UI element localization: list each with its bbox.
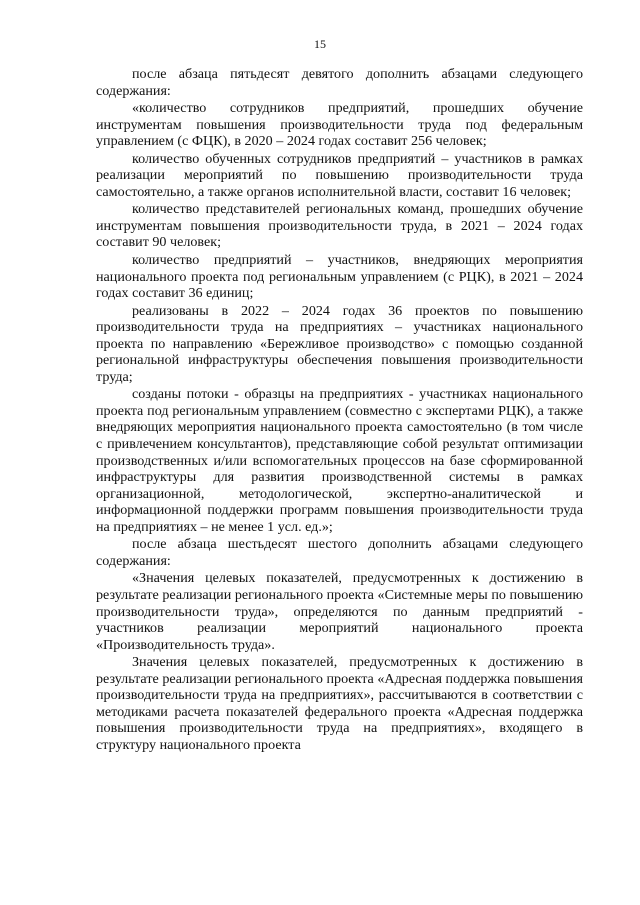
paragraph: «количество сотрудников предприятий, прошедших обучение инструментам повышения производительности труда под федеральным управлением (с ФЦК), в 2020 – 2024 годах составит 256 человек; <box>96 100 583 150</box>
paragraph: после абзаца пятьдесят девятого дополнить абзацами следующего содержания: <box>96 66 583 99</box>
page-number: 15 <box>314 37 326 51</box>
paragraph: «Значения целевых показателей, предусмотренных к достижению в результате реализации регионального проекта «Системные меры по повышению производительности труда», определяются по данным предприятий - участников реализации мероприятий национального проекта «Производительность труда». <box>96 570 583 653</box>
paragraph: количество предприятий – участников, внедряющих мероприятия национального проекта под региональным управлением (с РЦК), в 2021 – 2024 годах составит 36 единиц; <box>96 252 583 302</box>
paragraph: количество представителей региональных команд, прошедших обучение инструментам повышения производительности труда, в 2021 – 2024 годах составит 90 человек; <box>96 201 583 251</box>
document-body <box>96 66 583 754</box>
paragraph: после абзаца шестьдесят шестого дополнить абзацами следующего содержания: <box>96 536 583 569</box>
paragraph: количество обученных сотрудников предприятий – участников в рамках реализации мероприятий по повышению производительности труда самостоятельно, а также органов исполнительной власти, составит 16 человек; <box>96 150 583 200</box>
paragraph: созданы потоки - образцы на предприятиях - участниках национального проекта под региональным управлением (совместно с экспертами РЦК), а также внедряющих мероприятия национального проекта самостоятельно (в том числе с привлечением консультантов), представляющие собой результат оптимизации производственных и/или вспомогательных процессов на базе сформированной инфраструктуры для развития производственной системы в рамках организационной, методологической, экспертно-аналитической и информационной поддержки программ повышения производительности труда на предприятиях – не менее 1 усл. ед.»; <box>96 386 583 535</box>
paragraph: реализованы в 2022 – 2024 годах 36 проектов по повышению производительности труда на предприятиях – участниках национального проекта по направлению «Бережливое производство» с помощью созданной региональной инфраструктуры обеспечения повышения производительности труда; <box>96 302 583 385</box>
paragraph: Значения целевых показателей, предусмотренных к достижению в результате реализации регионального проекта «Адресная поддержка повышения производительности труда на предприятиях», рассчитываются в соответствии с методиками расчета показателей федерального проекта «Адресная поддержка повышения производительности труда на предприятиях», входящего в структуру национального проекта <box>96 654 583 753</box>
